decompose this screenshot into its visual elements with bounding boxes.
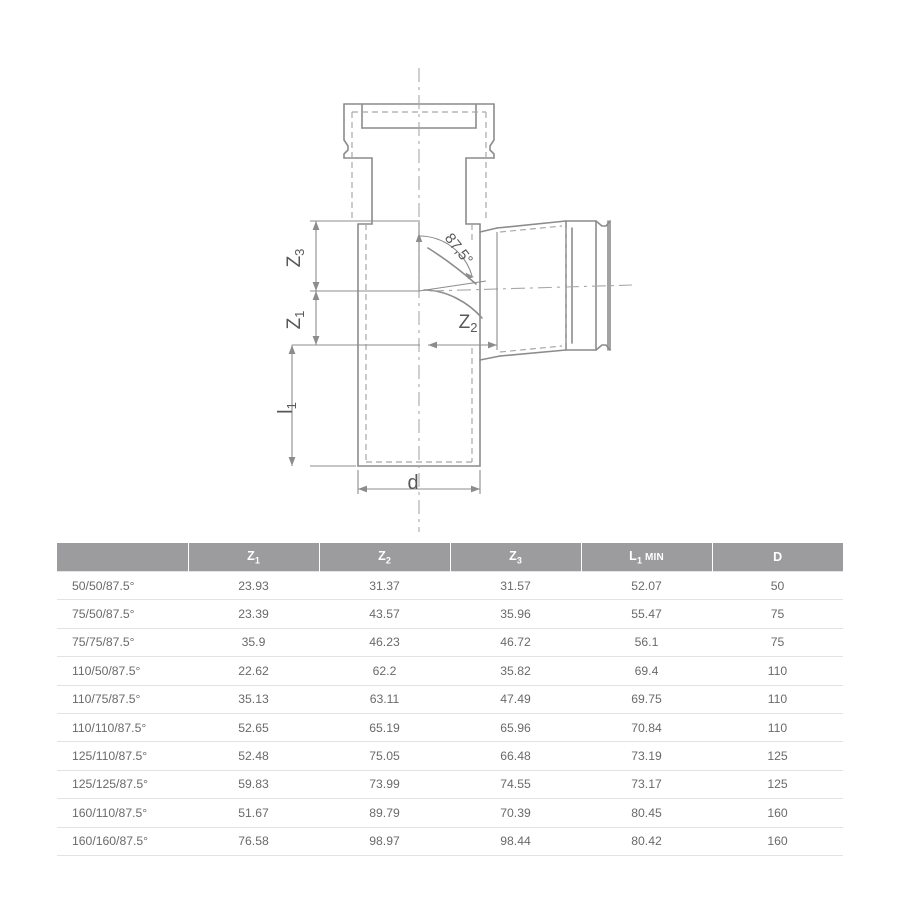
table-row — [57, 799, 843, 827]
table-cell-z2: 98.97 — [319, 827, 450, 855]
label-z3: $Z_3$ — [284, 248, 307, 268]
table-cell-z2: 46.23 — [319, 628, 450, 656]
table-cell-l1min: 73.19 — [581, 742, 712, 770]
label-angle: 87,5° — [441, 230, 477, 269]
table-cell-z1: 51.67 — [188, 799, 319, 827]
table-cell-l1min: 55.47 — [581, 600, 712, 628]
table-cell-l1min: 69.4 — [581, 657, 712, 685]
table-row — [57, 742, 843, 770]
table-header-z3: $Z_3$ — [450, 543, 581, 572]
table-cell-z2: 63.11 — [319, 685, 450, 713]
table-cell-name: 75/50/87.5° — [57, 600, 188, 628]
table-row — [57, 572, 843, 600]
table-row — [57, 600, 843, 628]
table-row — [57, 770, 843, 798]
table-cell-z3: 65.96 — [450, 713, 581, 741]
table-cell-l1min: 70.84 — [581, 713, 712, 741]
table-cell-d: 110 — [712, 657, 843, 685]
table-cell-d: 50 — [712, 572, 843, 600]
table-cell-d: 110 — [712, 713, 843, 741]
table-cell-name: 110/110/87.5° — [57, 713, 188, 741]
table-cell-z2: 65.19 — [319, 713, 450, 741]
table-cell-name: 110/75/87.5° — [57, 685, 188, 713]
table-cell-z1: 35.9 — [188, 628, 319, 656]
table-cell-z1: 52.65 — [188, 713, 319, 741]
table-header-z2: $Z_2$ — [319, 543, 450, 572]
table-cell-name: 160/160/87.5° — [57, 827, 188, 855]
table-cell-d: 110 — [712, 685, 843, 713]
table-cell-l1min: 52.07 — [581, 572, 712, 600]
table-cell-z2: 75.05 — [319, 742, 450, 770]
table-cell-z3: 31.57 — [450, 572, 581, 600]
table-cell-d: 125 — [712, 742, 843, 770]
table-cell-z2: 31.37 — [319, 572, 450, 600]
table-cell-z3: 66.48 — [450, 742, 581, 770]
table-cell-z1: 52.48 — [188, 742, 319, 770]
table-cell-l1min: 80.42 — [581, 827, 712, 855]
table-header-d: D — [712, 543, 843, 572]
table-cell-z1: 22.62 — [188, 657, 319, 685]
table-cell-z3: 98.44 — [450, 827, 581, 855]
table-cell-z3: 74.55 — [450, 770, 581, 798]
label-d: d — [407, 472, 419, 494]
table-cell-z2: 62.2 — [319, 657, 450, 685]
table-row — [57, 657, 843, 685]
specification-table — [57, 543, 843, 856]
table-cell-z1: 35.13 — [188, 685, 319, 713]
table-row — [57, 628, 843, 656]
table-cell-z3: 70.39 — [450, 799, 581, 827]
label-z1: $Z_1$ — [284, 310, 307, 330]
table-cell-d: 75 — [712, 600, 843, 628]
label-l1: $l_1$ — [275, 402, 299, 414]
table-cell-l1min: 73.17 — [581, 770, 712, 798]
table-cell-z1: 59.83 — [188, 770, 319, 798]
table-header-l1min: $L_1$ MIN — [581, 543, 712, 572]
table-cell-d: 160 — [712, 827, 843, 855]
table-cell-z2: 43.57 — [319, 600, 450, 628]
table-cell-z3: 35.96 — [450, 600, 581, 628]
table-cell-z1: 76.58 — [188, 827, 319, 855]
table-cell-l1min: 69.75 — [581, 685, 712, 713]
table-cell-l1min: 56.1 — [581, 628, 712, 656]
table-cell-d: 160 — [712, 799, 843, 827]
table-header-name — [57, 543, 188, 572]
table-cell-d: 75 — [712, 628, 843, 656]
table-cell-name: 50/50/87.5° — [57, 572, 188, 600]
table-cell-name: 160/110/87.5° — [57, 799, 188, 827]
table-cell-z3: 35.82 — [450, 657, 581, 685]
table-row — [57, 827, 843, 855]
label-z2: $Z_2$ — [458, 312, 478, 335]
table-cell-z2: 89.79 — [319, 799, 450, 827]
table-cell-z1: 23.93 — [188, 572, 319, 600]
table-header-row — [57, 543, 843, 572]
table-header-z1: $Z_1$ — [188, 543, 319, 572]
table-cell-d: 125 — [712, 770, 843, 798]
table-cell-z3: 46.72 — [450, 628, 581, 656]
table-cell-name: 125/110/87.5° — [57, 742, 188, 770]
table-cell-name: 75/75/87.5° — [57, 628, 188, 656]
table-cell-name: 110/50/87.5° — [57, 657, 188, 685]
table-cell-l1min: 80.45 — [581, 799, 712, 827]
table-row — [57, 685, 843, 713]
table-body — [57, 572, 843, 856]
table-row — [57, 713, 843, 741]
table-cell-z3: 47.49 — [450, 685, 581, 713]
table-cell-z2: 73.99 — [319, 770, 450, 798]
table-cell-name: 125/125/87.5° — [57, 770, 188, 798]
table-cell-z1: 23.39 — [188, 600, 319, 628]
